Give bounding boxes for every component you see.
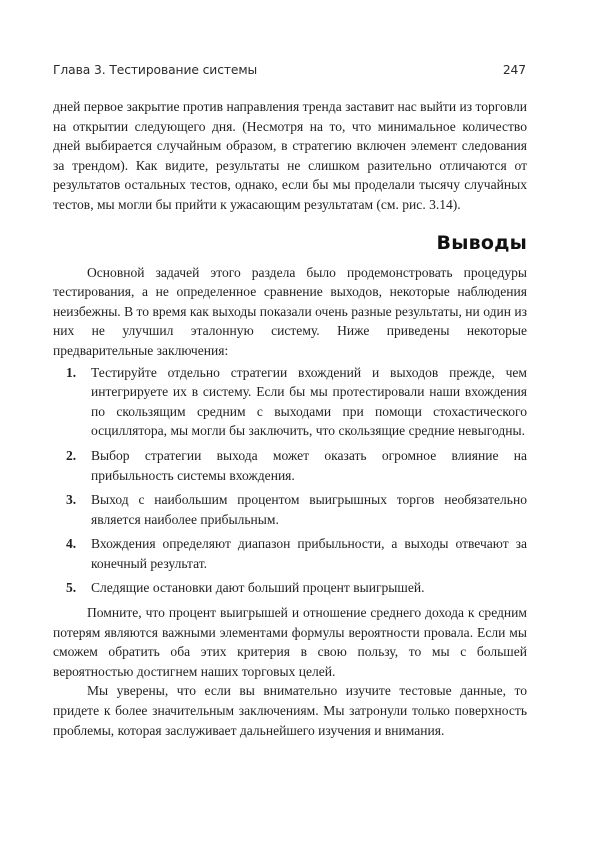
- list-marker: 3.: [66, 492, 77, 508]
- continued-paragraph: дней первое закрытие против направления тренда заставит нас выйти из торговли на открытии следующего дня. (Несмотря на то, что минимальное количество дней выбирается случайным образом, в стратегию включен элемент следования за трендом). Как видите, результаты не слишком разительно отличаются от результатов остальных тестов, однако, если бы мы проделали тысячу случайных тестов, мы могли бы прийти к ужасающим результатам (см. рис. 3.14).: [53, 99, 527, 212]
- list-item-text: Тестируйте отдельно стратегии вхождений и выходов прежде, чем интегрируете их в систему. Если бы мы протестировали наши вхождения по скользящим средним с выходами при помощи стохастического осциллятора, мы могли бы заключить, что скользящие средние невыгодны.: [91, 364, 527, 439]
- running-header: [53, 63, 527, 77]
- page-body: [53, 97, 527, 740]
- list-marker: 5.: [66, 580, 77, 596]
- list-item-text: Следящие остановки дают больший процент выигрышей.: [91, 580, 425, 596]
- section-intro-paragraph: Основной задачей этого раздела было продемонстровать процедуры тестирования, а не определенное сравнение выходов, некоторые наблюдения неизбежны. В то время как выходы показали очень разные результаты, ни один из них не улучшил эталонную систему. Ниже приведены некоторые предварительные заключения:: [53, 264, 527, 358]
- list-item-text: Выбор стратегии выхода может оказать огромное влияние на прибыльность системы вхождения.: [91, 447, 527, 483]
- list-marker: 1.: [66, 364, 77, 380]
- list-item: [66, 490, 527, 529]
- conclusions-list: [53, 363, 527, 599]
- closing-paragraph: Мы уверены, что если вы внимательно изучите тестовые данные, то придете к более значительным заключениям. Мы затронули только поверхность проблемы, которая заслуживает дальнейшего изучения и внимания.: [53, 683, 527, 738]
- list-marker: 4.: [66, 536, 77, 552]
- list-item: [66, 446, 527, 485]
- list-marker: 2.: [66, 447, 77, 463]
- list-item-text: Вхождения определяют диапазон прибыльности, а выходы отвечают за конечный результат.: [91, 536, 527, 571]
- list-item-text: Выход с наибольшим процентом выигрышных торгов необязательно является наиболее прибыльным.: [91, 492, 527, 527]
- list-item: [66, 578, 527, 598]
- list-item: [66, 363, 527, 441]
- section-heading: Выводы: [436, 231, 527, 254]
- closing-paragraph: Помните, что процент выигрышей и отношение среднего дохода к средним потерям являются важными элементами формулы вероятности провала. Если мы сможем обратить оба этих критерия в свою пользу, то мы с большей вероятностью достигнем наших торговых целей.: [53, 605, 527, 679]
- chapter-title: Глава 3. Тестирование системы: [53, 63, 258, 77]
- page-number: 247: [502, 63, 526, 77]
- list-item: [66, 534, 527, 573]
